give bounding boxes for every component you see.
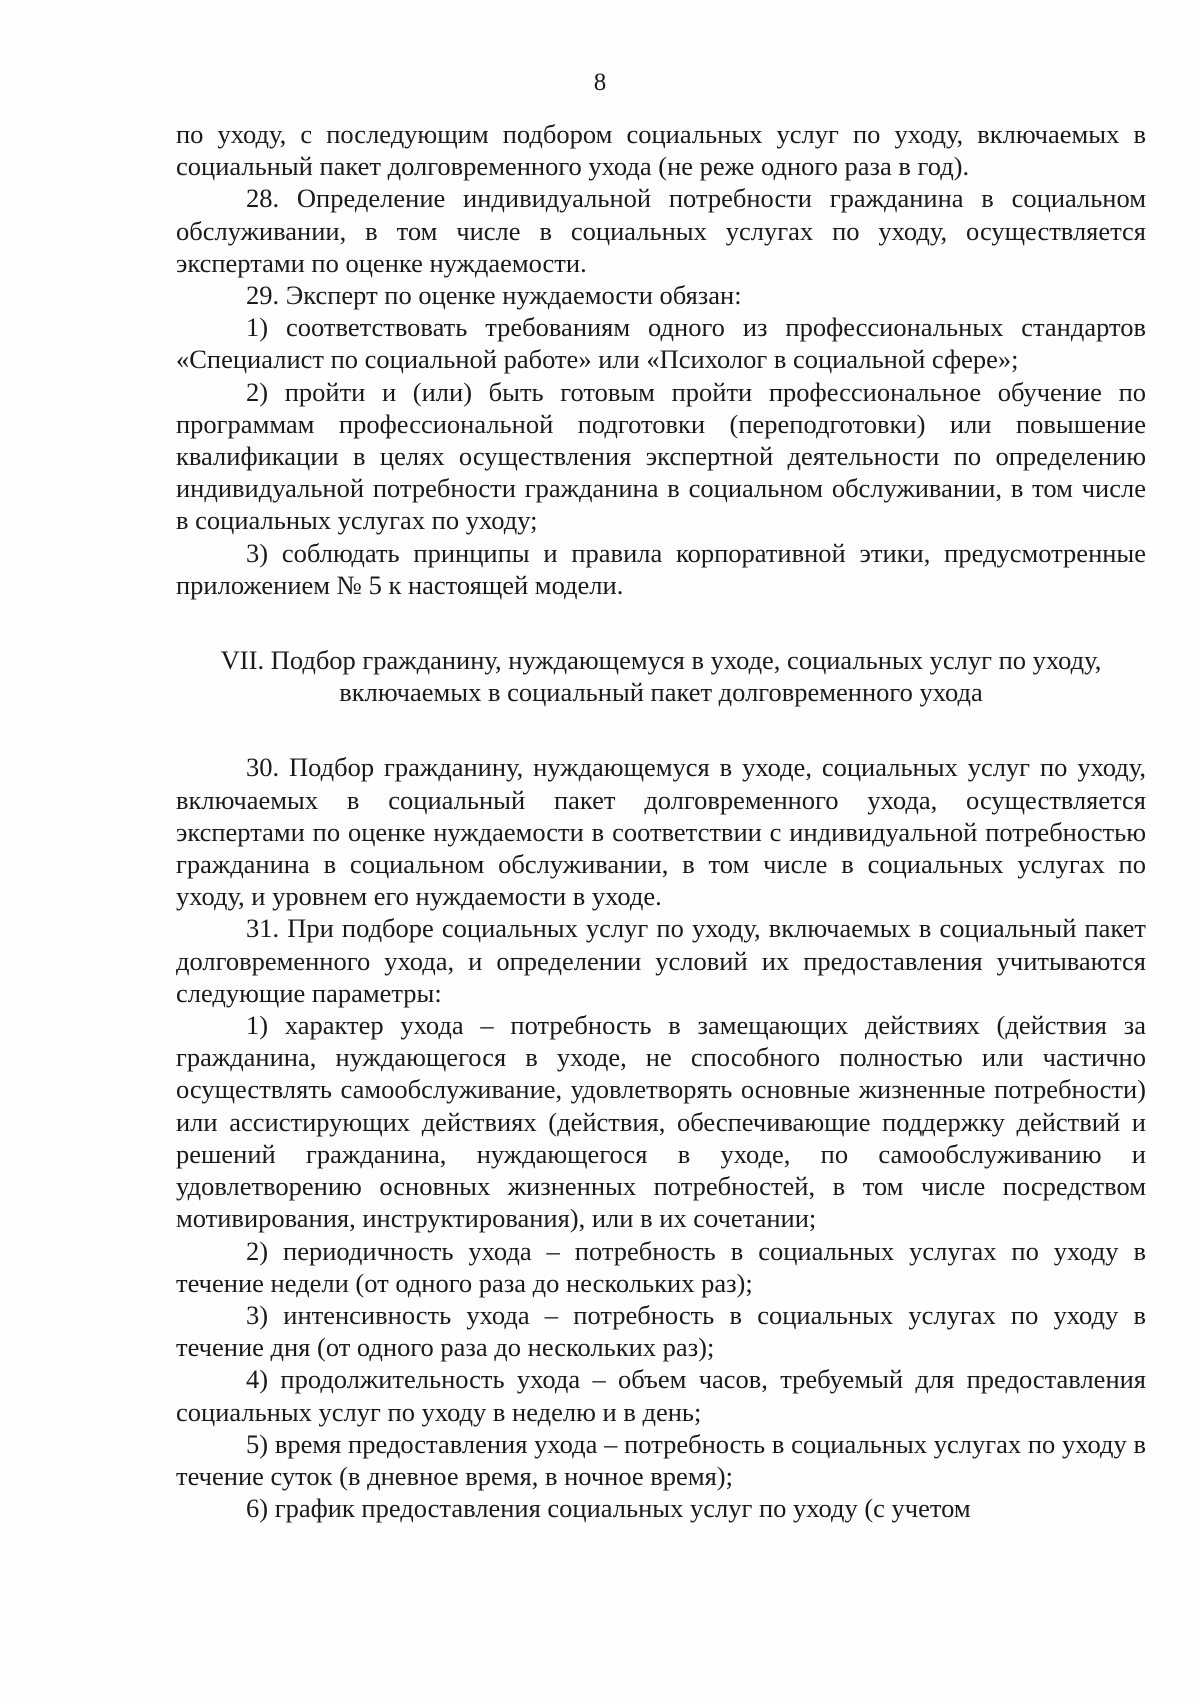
section-heading-line-1: VII. Подбор гражданину, нуждающемуся в уходе, социальных услуг по уходу, <box>220 645 1102 676</box>
paragraph-p31: 31. При подборе социальных услуг по уходу, включаемых в социальный пакет долговременного ухода, и определении условий их предоставления учитываются следующие параметры: <box>176 913 1146 1008</box>
paragraph-p31-4: 4) продолжительность ухода – объем часов, требуемый для предоставления социальных услуг по уходу в неделю и в день; <box>176 1364 1146 1427</box>
paragraph-p31-1: 1) характер ухода – потребность в замещающих действиях (действия за гражданина, нуждающегося в уходе, не способного полностью или частично осуществлять самообслуживание, удовлетворять основные жизненные потребности) или ассистирующих действиях (действия, обеспечивающие поддержку действий и решений гражданина, нуждающегося в уходе, по самообслуживанию и удовлетворению основных жизненных потребностей, в том числе посредством мотивирования, инструктирования), или в их сочетании; <box>176 1010 1146 1234</box>
document-body <box>176 118 1146 1524</box>
paragraph-p31-3: 3) интенсивность ухода – потребность в социальных услугах по уходу в течение дня (от одного раза до нескольких раз); <box>176 1299 1146 1363</box>
paragraphs-after-heading <box>176 751 1146 1524</box>
paragraph-p28: 28. Определение индивидуальной потребности гражданина в социальном обслуживании, в том числе в социальных услугах по уходу, осуществляется экспертами по оценке нуждаемости. <box>176 183 1146 278</box>
paragraph-p31-6: 6) график предоставления социальных услуг по уходу (с учетом <box>246 1493 971 1524</box>
paragraph-p0: по уходу, с последующим подбором социальных услуг по уходу, включаемых в социальный пакет долговременного ухода (не реже одного раза в год). <box>176 119 1146 182</box>
section-heading <box>176 644 1146 708</box>
paragraph-p29-1: 1) соответствовать требованиям одного из профессиональных стандартов «Специалист по социальной работе» или «Психолог в социальной сфере»; <box>176 312 1146 375</box>
paragraph-p29-3: 3) соблюдать принципы и правила корпоративной этики, предусмотренные приложением № 5 к настоящей модели. <box>176 537 1146 600</box>
paragraph-p30: 30. Подбор гражданину, нуждающемуся в уходе, социальных услуг по уходу, включаемых в социальный пакет долговременного ухода, осуществляется экспертами по оценке нуждаемости в соответствии с индивидуальной потребностью гражданина в социальном обслуживании, в том числе в социальных услугах по уходу, и уровнем его нуждаемости в уходе. <box>176 752 1146 912</box>
paragraphs-before-heading <box>176 118 1146 601</box>
page-number: 8 <box>593 69 607 96</box>
paragraph-p29: 29. Эксперт по оценке нуждаемости обязан: <box>246 280 742 311</box>
section-heading-line-2: включаемых в социальный пакет долговременного ухода <box>339 677 983 708</box>
paragraph-p31-5: 5) время предоставления ухода – потребность в социальных услугах по уходу в течение суток (в дневное время, в ночное время); <box>176 1428 1146 1491</box>
paragraph-p29-2: 2) пройти и (или) быть готовым пройти профессиональное обучение по программам профессиональной подготовки (переподготовки) или повышение квалификации в целях осуществления экспертной деятельности по определению индивидуальной потребности гражданина в социальном обслуживании, в том числе в социальных услугах по уходу; <box>176 376 1146 536</box>
paragraph-p31-2: 2) периодичность ухода – потребность в социальных услугах по уходу в течение недели (от одного раза до нескольких раз); <box>176 1235 1146 1298</box>
